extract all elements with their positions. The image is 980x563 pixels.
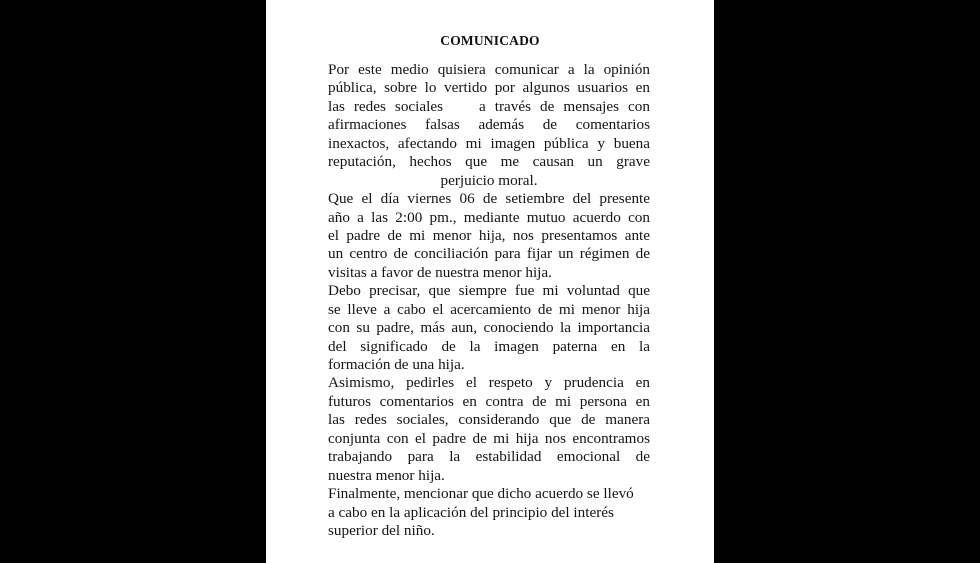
text-line: reputación, hechos que me causan un grave — [328, 153, 650, 171]
text-line: Por este medio quisiera comunicar a la opinión — [328, 61, 650, 78]
paragraph-opening — [328, 61, 650, 190]
text-line: se lleve a cabo el acercamiento de mi menor hija — [328, 300, 650, 318]
text-line: inexactos, afectando mi imagen pública y buena — [328, 134, 650, 152]
paragraph-closing — [328, 485, 650, 540]
text-line: las redes sociales, considerando que de manera — [328, 411, 650, 429]
text-line: formación de una hija. — [328, 356, 465, 373]
text-line: Asimismo, pedirles el respeto y prudencia en — [328, 374, 650, 392]
text-line: con su padre, más aun, conociendo la importancia — [328, 319, 650, 337]
document-body — [328, 61, 650, 540]
text-line: a cabo en la aplicación del principio del interés — [328, 503, 614, 521]
text-line: del significado de la imagen paterna en la — [328, 337, 650, 355]
text-line: Finalmente, mencionar que dicho acuerdo se llevó — [328, 485, 634, 503]
text-line: pública, sobre lo vertido por algunos usuarios en — [328, 79, 650, 97]
text-line: futuros comentarios en contra de mi persona en — [328, 392, 650, 410]
paragraph-agreement — [328, 190, 650, 282]
text-line: año a las 2:00 pm., mediante mutuo acuerdo con — [328, 208, 650, 226]
text-line: las redes sociales a través de mensajes con — [328, 97, 650, 115]
text-line: perjuicio moral. — [440, 171, 538, 189]
text-line: nuestra menor hija. — [328, 466, 445, 484]
text-line: el padre de mi menor hija, nos presentamos ante — [328, 226, 650, 244]
text-line: superior del niño. — [328, 521, 435, 539]
text-line: Debo precisar, que siempre fue mi voluntad que — [328, 282, 650, 300]
document-page — [266, 0, 714, 563]
text-line: Que el día viernes 06 de setiembre del presente — [328, 190, 650, 208]
text-line: afirmaciones falsas además de comentarios — [328, 116, 650, 134]
text-line: conjunta con el padre de mi hija nos encontramos — [328, 429, 650, 447]
paragraph-request — [328, 374, 650, 485]
paragraph-clarification — [328, 282, 650, 374]
text-line: trabajando para la estabilidad emocional de — [328, 448, 650, 466]
text-line: visitas a favor de nuestra menor hija. — [328, 263, 552, 281]
document-title: COMUNICADO — [440, 33, 540, 48]
text-line: un centro de conciliación para fijar un régimen de — [328, 245, 650, 263]
